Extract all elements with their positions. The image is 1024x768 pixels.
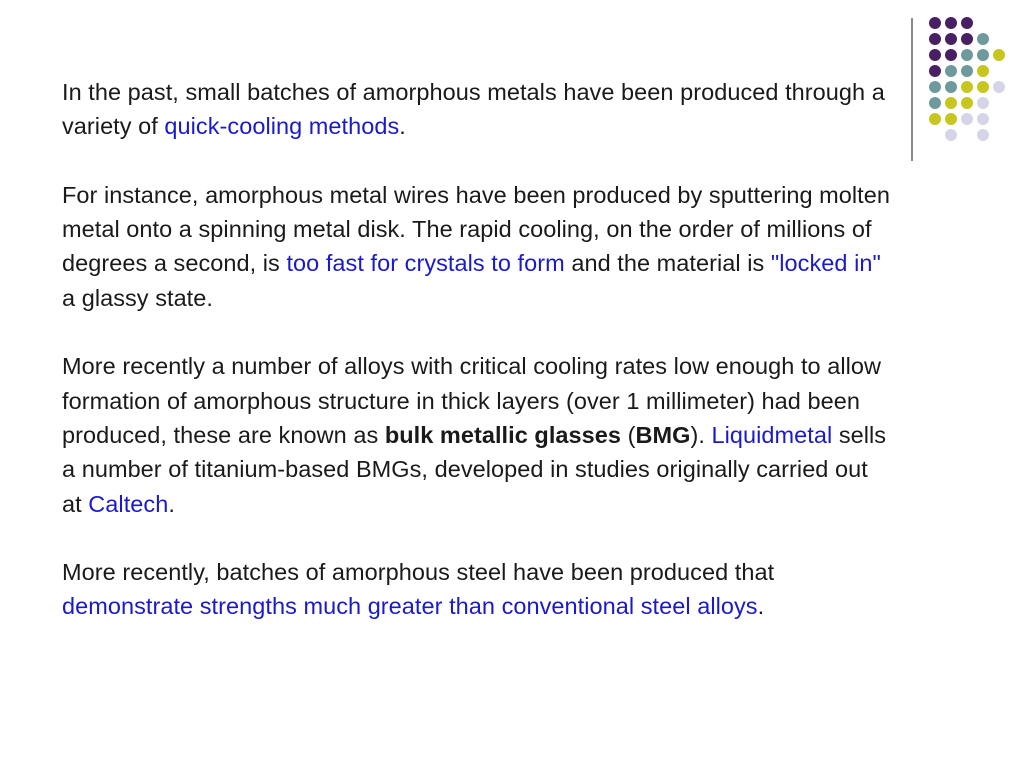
decor-dot bbox=[945, 49, 957, 61]
bold-term-bmg: BMG bbox=[635, 421, 691, 448]
decorative-dot-grid bbox=[924, 14, 1014, 154]
link-quick-cooling-methods[interactable]: quick-cooling methods bbox=[164, 113, 400, 140]
paragraph-text: a glassy state. bbox=[62, 284, 213, 311]
decor-dot bbox=[961, 97, 973, 109]
decor-dot bbox=[945, 113, 957, 125]
decor-dot bbox=[977, 49, 989, 61]
decor-dot bbox=[977, 97, 989, 109]
link-caltech[interactable]: Caltech bbox=[88, 490, 169, 517]
link-liquidmetal[interactable]: Liquidmetal bbox=[711, 421, 833, 448]
link-demonstrate-strengths[interactable]: demonstrate strengths much greater than conventional steel alloys bbox=[62, 593, 758, 620]
paragraph-text: More recently, batches of amorphous steel have been produced that bbox=[62, 559, 775, 586]
decor-dot bbox=[993, 81, 1005, 93]
decor-dot bbox=[945, 17, 957, 29]
decor-dot bbox=[961, 65, 973, 77]
decor-dot bbox=[977, 65, 989, 77]
paragraph-text: . bbox=[757, 593, 765, 620]
decor-dot bbox=[977, 129, 989, 141]
slide-body bbox=[62, 75, 892, 658]
decor-dot bbox=[993, 49, 1005, 61]
decor-dot bbox=[945, 33, 957, 45]
decor-dot bbox=[945, 129, 957, 141]
decor-dot bbox=[929, 113, 941, 125]
link-locked-in[interactable]: "locked in" bbox=[770, 250, 881, 277]
paragraph-1 bbox=[62, 75, 892, 144]
decor-dot bbox=[961, 81, 973, 93]
paragraph-text: In the past, small batches of amorphous metals have been produced through a variety of bbox=[62, 79, 885, 140]
bold-term-bulk-metallic-glasses: bulk metallic glasses bbox=[384, 421, 621, 448]
decor-dot bbox=[945, 81, 957, 93]
decor-dot bbox=[961, 113, 973, 125]
paragraph-text: More recently a number of alloys with critical cooling rates low enough to allow formation of amorphous structure in thick layers (over 1 millimeter) had been produced, these are known as bbox=[62, 353, 882, 448]
decor-dot bbox=[961, 33, 973, 45]
decor-dot bbox=[929, 17, 941, 29]
decor-dot bbox=[977, 81, 989, 93]
paragraph-text: . bbox=[399, 113, 406, 140]
paragraph-text: . bbox=[168, 490, 175, 517]
paragraph-text: sells a number of titanium-based BMGs, developed in studies originally carried out at bbox=[62, 421, 887, 517]
decor-dot bbox=[929, 97, 941, 109]
decor-dot bbox=[929, 33, 941, 45]
paragraph-text: ). bbox=[690, 421, 712, 448]
decor-dot bbox=[945, 65, 957, 77]
decor-dot bbox=[929, 49, 941, 61]
decor-dot bbox=[961, 49, 973, 61]
decor-dot bbox=[929, 81, 941, 93]
decor-dot bbox=[977, 113, 989, 125]
paragraph-4 bbox=[62, 555, 892, 624]
paragraph-text: and the material is bbox=[564, 250, 771, 277]
decor-dot bbox=[929, 65, 941, 77]
decor-dot bbox=[945, 97, 957, 109]
paragraph-text: ( bbox=[621, 421, 636, 448]
paragraph-2 bbox=[62, 178, 892, 315]
paragraph-3 bbox=[62, 349, 892, 520]
decor-dot bbox=[961, 17, 973, 29]
decor-dot bbox=[977, 33, 989, 45]
decorative-divider bbox=[911, 18, 913, 161]
paragraph-text: For instance, amorphous metal wires have been produced by sputtering molten metal onto a spinning metal disk. The rapid cooling, on the order of millions of degrees a second, is bbox=[62, 181, 891, 277]
link-too-fast-for-crystals[interactable]: too fast for crystals to form bbox=[286, 250, 565, 277]
